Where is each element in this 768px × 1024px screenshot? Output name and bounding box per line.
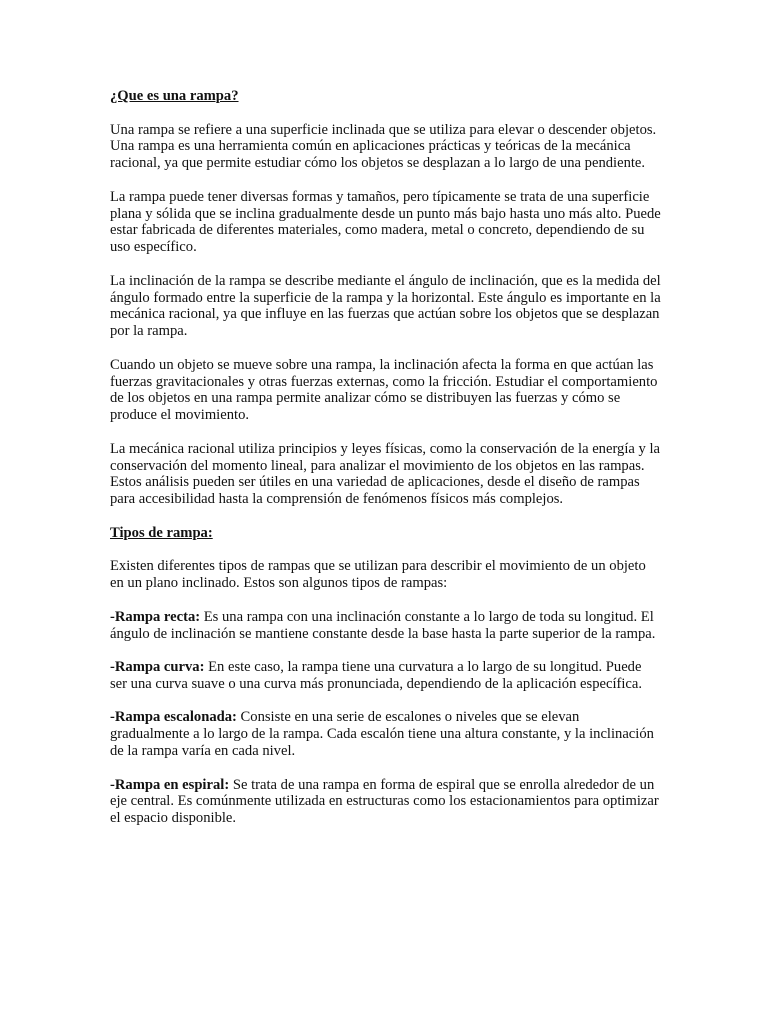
list-item-rampa-escalonada xyxy=(110,709,662,759)
term-rampa-espiral: -Rampa en espiral: xyxy=(110,776,230,793)
paragraph-mechanics: La mecánica racional utiliza principios y leyes físicas, como la conservación de la energía y la conservación del momento lineal, para analizar el movimiento de los objetos en las rampas. Estos análisis pueden ser útiles en una variedad de aplicaciones, desde el diseño de rampas para accesibilidad hasta la comprensión de fenómenos físicos más complejos. xyxy=(110,440,661,508)
term-rampa-escalonada: -Rampa escalonada: xyxy=(110,709,237,726)
paragraph-inclination: La inclinación de la rampa se describe mediante el ángulo de inclinación, que es la medida del ángulo formado entre la superficie de la rampa y la horizontal. Este ángulo es importante en la mecánica racional, ya que influye en las fuerzas que actúan sobre los objetos que se desplazan por la rampa. xyxy=(110,272,661,340)
desc-rampa-espiral: Se trata de una rampa en forma de espiral que se enrolla alrededor de un eje central. Es comúnmente utilizada en estructuras como los estacionamientos para optimizar el espacio disponible. xyxy=(110,776,659,827)
section-heading-tipos-rampa: Tipos de rampa: xyxy=(110,524,213,541)
list-item-rampa-curva xyxy=(110,659,662,693)
paragraph-forms: La rampa puede tener diversas formas y tamaños, pero típicamente se trata de una superficie plana y sólida que se inclina gradualmente desde un punto más bajo hasta uno más alto. Puede estar fabricada de diferentes materiales, como madera, metal o concreto, dependiendo de su uso específico. xyxy=(110,188,661,256)
desc-rampa-recta: Es una rampa con una inclinación constante a lo largo de toda su longitud. El ángulo de inclinación se mantiene constante desde la base hasta la parte superior de la rampa. xyxy=(110,608,656,642)
desc-rampa-curva: En este caso, la rampa tiene una curvatura a lo largo de su longitud. Puede ser una curva suave o una curva más pronunciada, dependiendo de la aplicación específica. xyxy=(110,659,643,692)
paragraph-types-intro: Existen diferentes tipos de rampas que se utilizan para describir el movimiento de un objeto en un plano inclinado. Estos son algunos tipos de rampas: xyxy=(110,558,646,592)
term-rampa-recta: -Rampa recta: xyxy=(110,608,201,625)
desc-rampa-escalonada: Consiste en una serie de escalones o niveles que se elevan gradualmente a lo largo de la rampa. Cada escalón tiene una altura constante, y la inclinación de la rampa varía en cada nivel. xyxy=(110,709,654,760)
paragraph-definition: Una rampa se refiere a una superficie inclinada que se utiliza para elevar o descender objetos. Una rampa es una herramienta común en aplicaciones prácticas y teóricas de la mecánica racional, ya que permite estudiar cómo los objetos se desplazan a lo largo de una pendiente. xyxy=(110,121,657,172)
paragraph-forces: Cuando un objeto se mueve sobre una rampa, la inclinación afecta la forma en que actúan las fuerzas gravitacionales y otras fuerzas externas, como la fricción. Estudiar el comportamiento de los objetos en una rampa permite analizar cómo se distribuyen las fuerzas y cómo se produce el movimiento. xyxy=(110,356,658,424)
section-heading-que-es-rampa: ¿Que es una rampa? xyxy=(110,88,239,104)
list-item-rampa-recta xyxy=(110,609,662,643)
document-body xyxy=(110,88,662,844)
term-rampa-curva: -Rampa curva: xyxy=(110,659,205,676)
list-item-rampa-espiral xyxy=(110,777,662,827)
